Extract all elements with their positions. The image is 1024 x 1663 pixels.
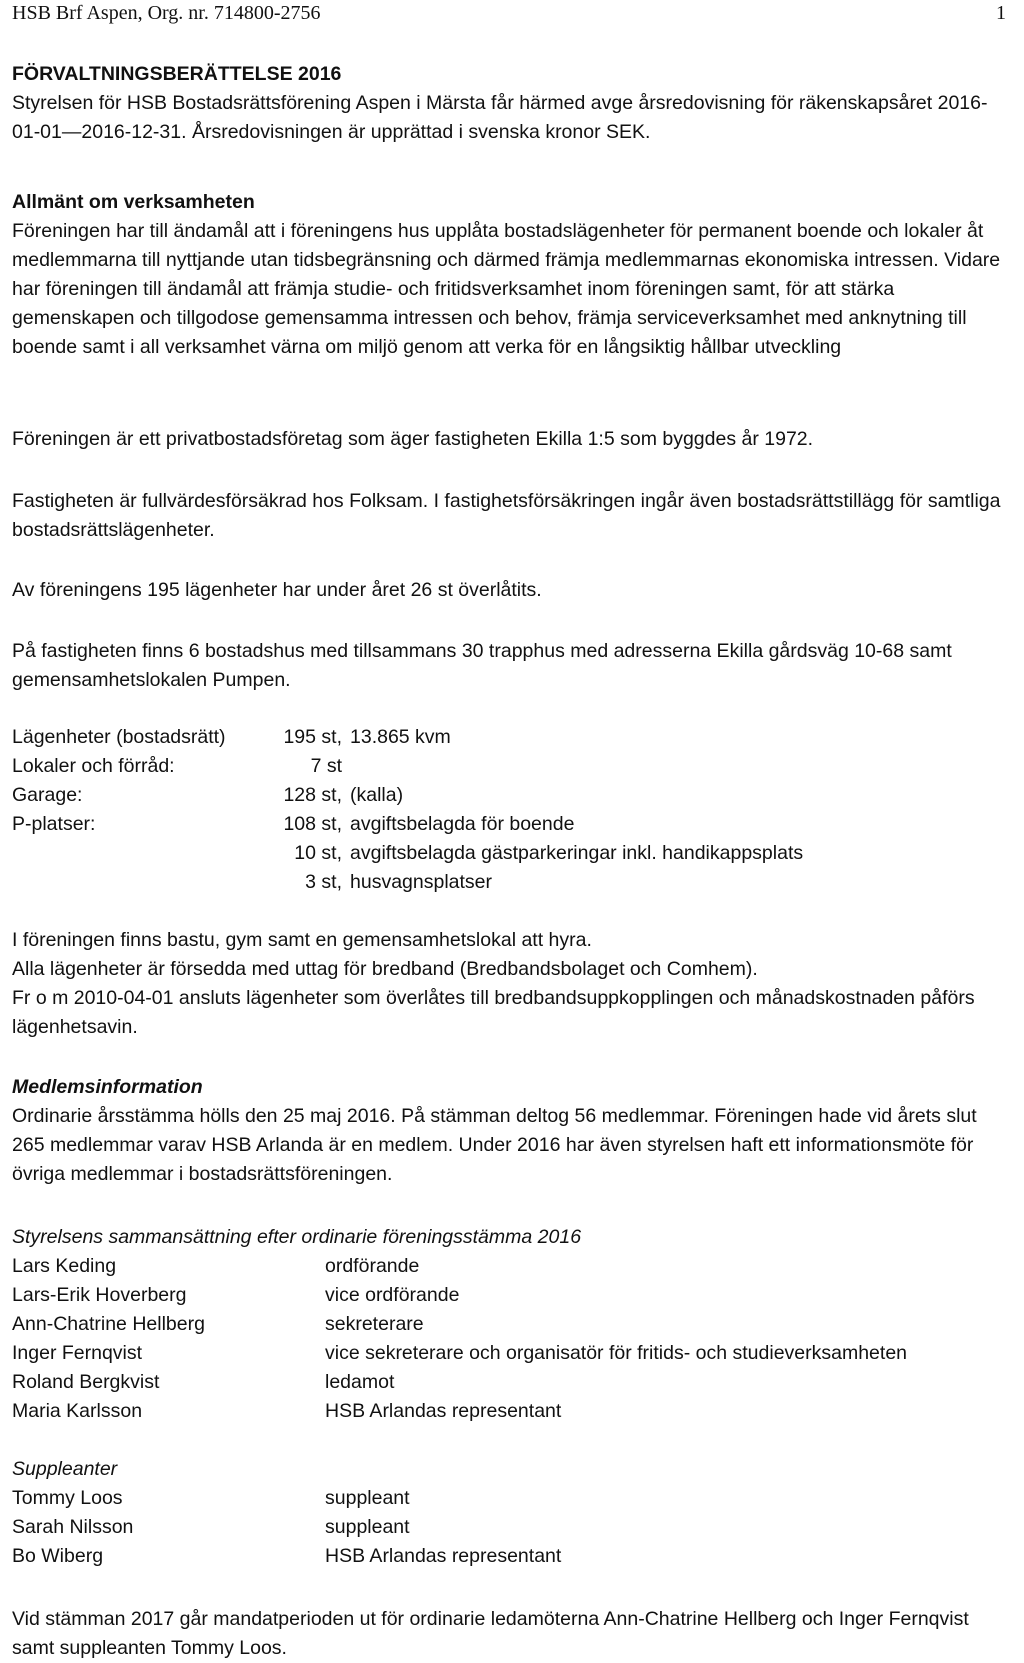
insurance-paragraph: Fastigheten är fullvärdesförsäkrad hos Folksam. I fastighetsförsäkringen ingår även bostadsrättstillägg för samtliga bostadsrättslägenheter. (12, 490, 1001, 541)
member-name: Lars-Erik Hoverberg (12, 1284, 187, 1306)
general-section (12, 188, 1010, 362)
units-row (12, 868, 1010, 897)
facilities-line: I föreningen finns bastu, gym samt en gemensamhetslokal att hyra. (12, 929, 592, 951)
member-name: Ann-Chatrine Hellberg (12, 1313, 205, 1335)
deputy-row (12, 1542, 1010, 1571)
general-heading: Allmänt om verksamheten (12, 191, 255, 213)
member-role: HSB Arlandas representant (325, 1400, 562, 1422)
units-row (12, 781, 1010, 810)
units-count: 108 st, (283, 813, 342, 835)
members-text: Ordinarie årsstämma hölls den 25 maj 2016. På stämman deltog 56 medlemmar. Föreningen hade vid årets slut 265 medlemmar varav HSB Arlanda är en medlem. Under 2016 har även styrelsen haft ett informationsmöte för övriga medlemmar i bostadsrättsföreningen. (12, 1105, 977, 1185)
property-paragraph: Föreningen är ett privatbostadsföretag som äger fastigheten Ekilla 1:5 som byggdes år 1972. (12, 428, 814, 450)
report-intro: Styrelsen för HSB Bostadsrättsförening Aspen i Märsta får härmed avge årsredovisning för räkenskapsåret 2016-01-01—2016-12-31. Årsredovisningen är upprättad i svenska kronor SEK. (12, 92, 988, 143)
member-role: suppleant (325, 1487, 410, 1509)
board-member-row (12, 1397, 1010, 1426)
units-row (12, 752, 1010, 781)
units-count: 7 st (310, 755, 342, 777)
board-member-row (12, 1281, 1010, 1310)
units-note: husvagnsplatser (350, 871, 493, 893)
deputy-row (12, 1513, 1010, 1542)
units-count: 10 st, (294, 842, 342, 864)
units-label: P-platser: (12, 813, 96, 835)
board-section (12, 1223, 1010, 1426)
board-member-row (12, 1339, 1010, 1368)
header-org: HSB Brf Aspen, Org. nr. 714800-2756 (12, 2, 321, 24)
member-name: Maria Karlsson (12, 1400, 143, 1422)
units-row (12, 723, 1010, 752)
closing-paragraph: Vid stämman 2017 går mandatperioden ut för ordinarie ledamöterna Ann-Chatrine Hellberg och Inger Fernqvist samt suppleanten Tommy Loos. (12, 1608, 969, 1659)
buildings-paragraph: På fastigheten finns 6 bostadshus med tillsammans 30 trapphus med adresserna Ekilla gårdsväg 10-68 samt gemensamhetslokalen Pumpen. (12, 640, 952, 691)
member-name: Roland Bergkvist (12, 1371, 160, 1393)
report-title: FÖRVALTNINGSBERÄTTELSE 2016 (12, 63, 342, 85)
units-label: Lokaler och förråd: (12, 755, 175, 777)
page-number: 1 (996, 2, 1006, 24)
members-section (12, 1073, 1010, 1189)
member-role: ledamot (325, 1371, 395, 1393)
member-role: suppleant (325, 1516, 410, 1538)
units-note: 13.865 kvm (350, 726, 451, 748)
units-count: 128 st, (283, 784, 342, 806)
board-member-row (12, 1368, 1010, 1397)
facilities-line: Alla lägenheter är försedda med uttag för bredband (Bredbandsbolaget och Comhem). (12, 958, 758, 980)
units-note: avgiftsbelagda för boende (350, 813, 575, 835)
member-role: HSB Arlandas representant (325, 1545, 562, 1567)
units-label: Lägenheter (bostadsrätt) (12, 726, 226, 748)
board-member-row (12, 1252, 1010, 1281)
transfers-paragraph: Av föreningens 195 lägenheter har under året 26 st överlåtits. (12, 579, 542, 601)
member-name: Sarah Nilsson (12, 1516, 134, 1538)
units-label: Garage: (12, 784, 83, 806)
units-table (12, 723, 1010, 897)
report-section (12, 60, 1010, 147)
members-heading: Medlemsinformation (12, 1076, 203, 1098)
units-row (12, 839, 1010, 868)
facilities-line: Fr o m 2010-04-01 ansluts lägenheter som överlåtes till bredbandsuppkopplingen och månadskostnaden påförs lägenhetsavin. (12, 987, 975, 1038)
member-role: vice sekreterare och organisatör för fritids- och studieverksamheten (325, 1342, 908, 1364)
units-note: avgiftsbelagda gästparkeringar inkl. handikappsplats (350, 842, 804, 864)
deputy-row (12, 1484, 1010, 1513)
general-purpose: Föreningen har till ändamål att i föreningens hus upplåta bostadslägenheter för permanent boende och lokaler åt medlemmarna till nyttjande utan tidsbegränsning och därmed främja medlemmarnas ekonomiska intressen. Vidare har föreningen till ändamål att främja studie- och fritidsverksamhet inom föreningen samt, för att stärka gemenskapen och tillgodose gemensamma intressen och behov, främja serviceverksamhet med anknytning till boende samt i all verksamhet värna om miljö genom att verka för en långsiktig hållbar utveckling (12, 220, 1001, 358)
units-count: 3 st, (305, 871, 342, 893)
member-name: Bo Wiberg (12, 1545, 104, 1567)
member-name: Inger Fernqvist (12, 1342, 143, 1364)
member-role: ordförande (325, 1255, 420, 1277)
units-row (12, 810, 1010, 839)
units-note: (kalla) (350, 784, 404, 806)
member-name: Lars Keding (12, 1255, 117, 1277)
board-heading: Styrelsens sammansättning efter ordinarie föreningsstämma 2016 (12, 1226, 582, 1248)
member-role: vice ordförande (325, 1284, 460, 1306)
member-name: Tommy Loos (12, 1487, 123, 1509)
deputies-section (12, 1455, 1010, 1571)
member-role: sekreterare (325, 1313, 424, 1335)
facilities-section (12, 926, 1010, 1042)
deputies-heading: Suppleanter (12, 1458, 118, 1480)
units-count: 195 st, (283, 726, 342, 748)
board-member-row (12, 1310, 1010, 1339)
